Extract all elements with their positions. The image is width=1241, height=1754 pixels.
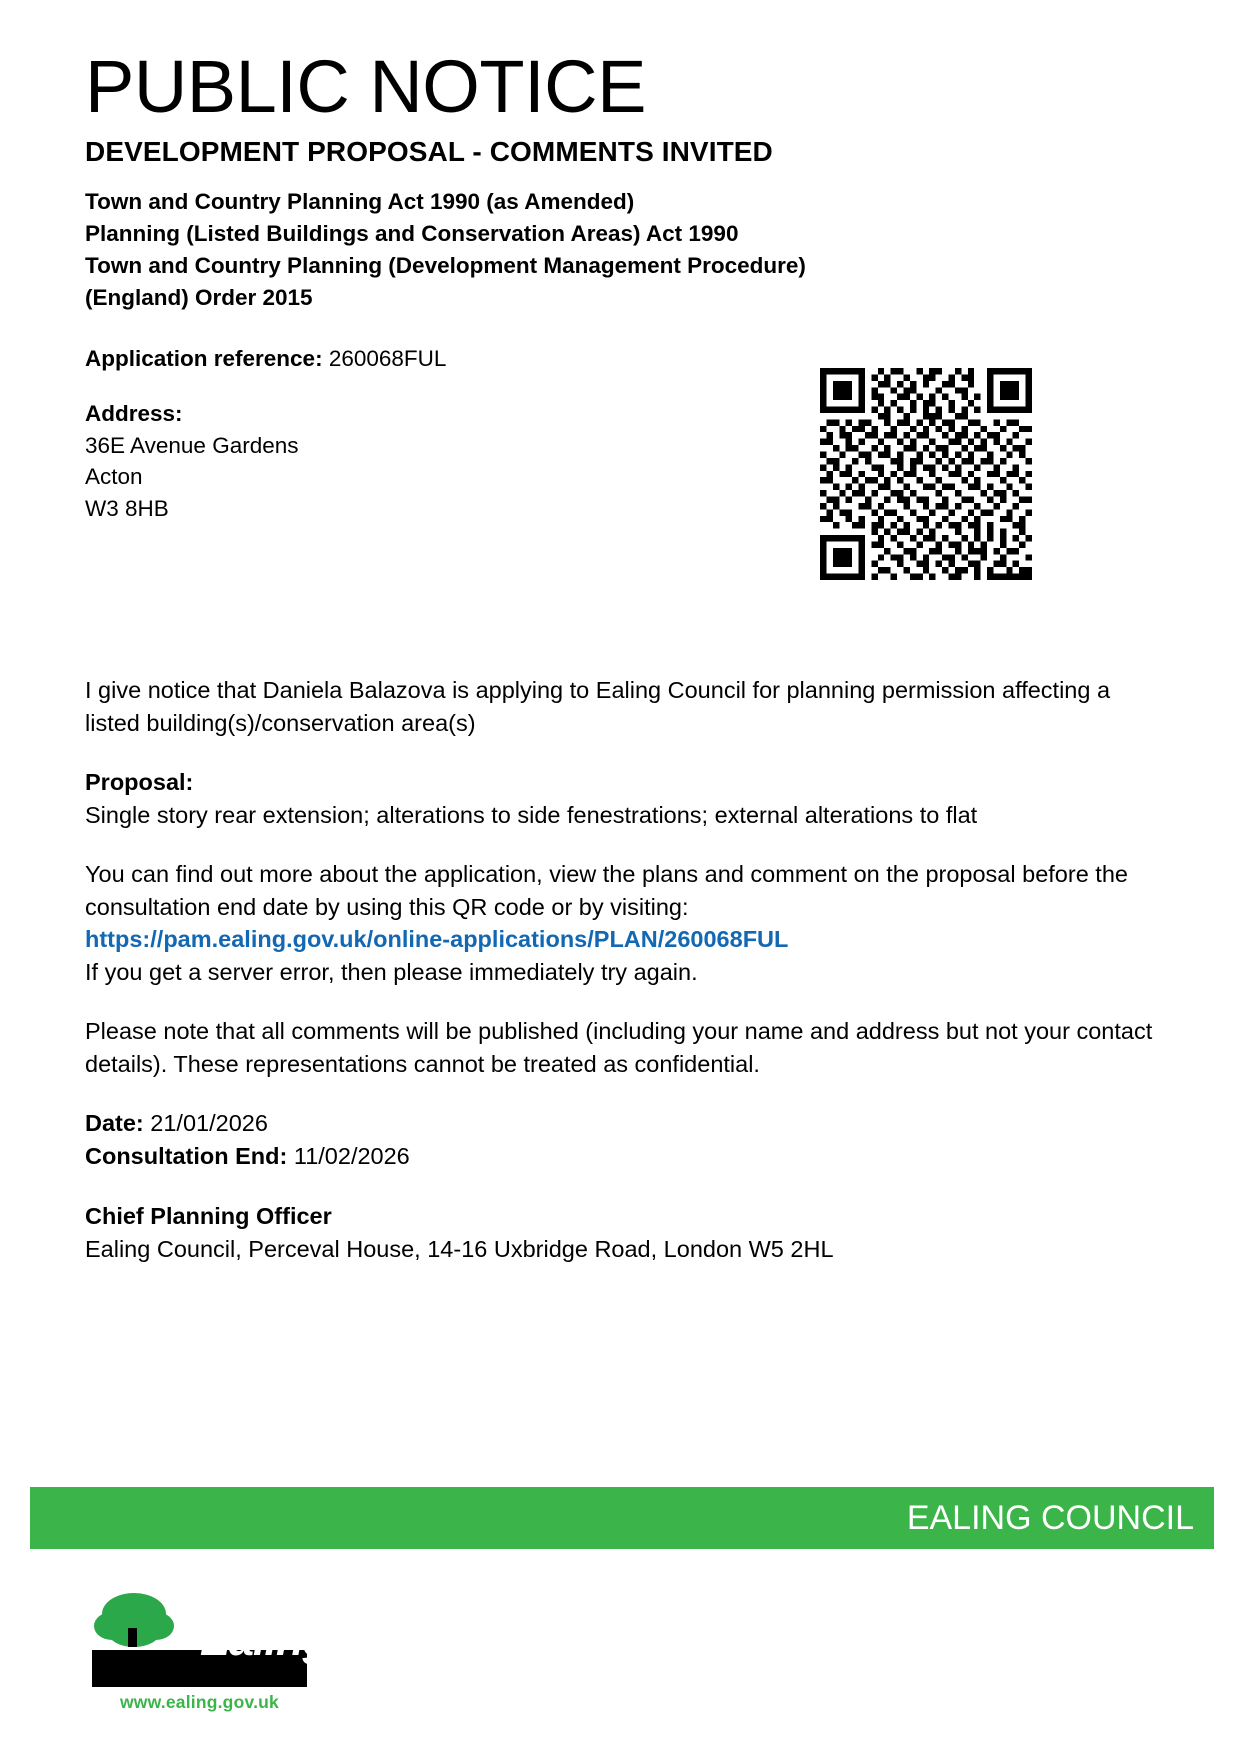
ealing-logo-url: www.ealing.gov.uk (120, 1692, 279, 1712)
address-line: W3 8HB (85, 495, 169, 521)
proposal-label: Proposal: (85, 768, 194, 795)
acts-list (85, 186, 1161, 314)
comments-published-note: Please note that all comments will be published (including your name and address but not your contact details). These representations cannot be treated as confidential. (85, 1018, 1153, 1078)
dates-block (85, 1107, 1161, 1174)
act-line: Town and Country Planning (Development Management Procedure) (85, 252, 806, 278)
qr-code-image (820, 368, 1032, 580)
act-line: (England) Order 2015 (85, 284, 313, 310)
council-banner-text: EALING COUNCIL (906, 1498, 1194, 1537)
proposal-block (85, 766, 1161, 832)
ealing-logo-wordmark: Ealing (200, 1614, 330, 1665)
act-line: Planning (Listed Buildings and Conservation Areas) Act 1990 (85, 220, 739, 246)
server-error-note: If you get a server error, then please immediately try again. (85, 959, 698, 986)
page-title: PUBLIC NOTICE (85, 45, 646, 128)
council-banner (30, 1487, 1214, 1549)
find-out-more-block (85, 858, 1161, 990)
address-line: 36E Avenue Gardens (85, 432, 299, 458)
consultation-end-value: 11/02/2026 (293, 1143, 410, 1170)
officer-block (85, 1200, 1161, 1267)
qr-code[interactable] (820, 368, 1032, 580)
application-url-link[interactable]: https://pam.ealing.gov.uk/online-applications/PLAN/260068FUL (85, 926, 789, 953)
date-row (85, 1107, 1161, 1140)
officer-title: Chief Planning Officer (85, 1202, 332, 1229)
page-subtitle: DEVELOPMENT PROPOSAL - COMMENTS INVITED (85, 135, 773, 167)
application-reference-label: Application reference: (85, 346, 323, 372)
notice-paragraph: I give notice that Daniela Balazova is applying to Ealing Council for planning permission affecting a listed building(s)/conservation area(s) (85, 677, 1111, 736)
act-line: Town and Country Planning Act 1990 (as Amended) (85, 188, 635, 214)
consultation-end-label: Consultation End: (85, 1143, 288, 1170)
ealing-logo (92, 1592, 330, 1722)
officer-address: Ealing Council, Perceval House, 14-16 Uxbridge Road, London W5 2HL (85, 1236, 834, 1263)
date-value: 21/01/2026 (150, 1109, 268, 1136)
date-label: Date: (85, 1109, 144, 1136)
application-reference-value: 260068FUL (328, 346, 447, 372)
address-line: Acton (85, 464, 143, 490)
proposal-text: Single story rear extension; alterations to side fenestrations; external alterations to flat (85, 801, 978, 828)
consultation-end-row (85, 1140, 1161, 1173)
find-out-more-text: You can find out more about the application, view the plans and comment on the proposal before the consultation end date by using this QR code or by visiting: (85, 860, 1128, 920)
address-label: Address: (85, 401, 183, 427)
